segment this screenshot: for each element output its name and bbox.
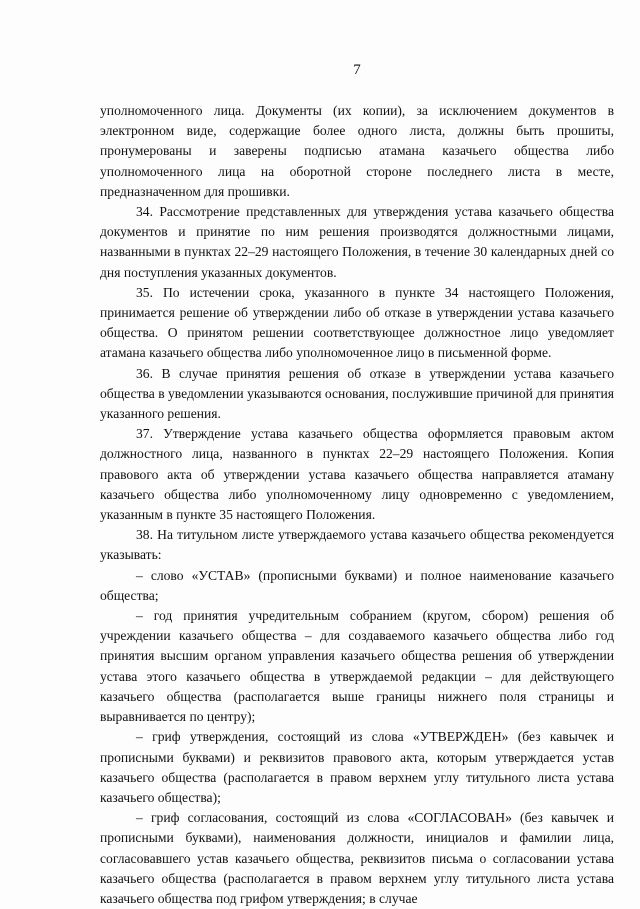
paragraph-37: 37. Утверждение устава казачьего общества оформляется правовым актом должностного лица, названного в пунктах 22–29 настоящего Положения. Копия правового акта об утверждении устава казачьего общества направляется атаману казачьего общества либо уполномоченному лицу одновременно с уведомлением, указанным в пункте 35 настоящего Положения. [100,426,614,523]
list-item-year: – год принятия учредительным собранием (кругом, сбором) решения об учреждении казачьего общества – для создаваемого казачьего общества либо год принятия высшим органом управления казачьего общества решения об утверждении устава этого казачьего общества в утверждаемой редакции – для действующего казачьего общества (располагается выше границы нижнего поля страницы и выравнивается по центру); [100,608,614,725]
paragraph-continuation: уполномоченного лица. Документы (их копии), за исключением документов в электронном виде, содержащие более одного листа, должны быть прошиты, пронумерованы и заверены подписью атамана казачьего общества либо уполномоченного лица на оборотной стороне последнего листа в месте, предназначенном для прошивки. [100,103,614,199]
paragraph-38: 38. На титульном листе утверждаемого устава казачьего общества рекомендуется указывать: [100,527,614,563]
list-item-approval-stamp: – гриф утверждения, состоящий из слова «УТВЕРЖДЕН» (без кавычек и прописными буквами) и реквизитов правового акта, которым утверждается устав казачьего общества (располагается в правом верхнем углу титульного листа устава казачьего общества); [100,729,614,805]
paragraph-34: 34. Рассмотрение представленных для утверждения устава казачьего общества документов и принятие по ним решения производятся должностными лицами, названными в пунктах 22–29 настоящего Положения, в течение 30 календарных дней со дня поступления указанных документов. [100,204,614,280]
paragraph-35: 35. По истечении срока, указанного в пункте 34 настоящего Положения, принимается решение об утверждении либо об отказе в утверждении устава казачьего общества. О принятом решении соответствующее должностное лицо уведомляет атамана казачьего общества либо уполномоченное лицо в письменной форме. [100,284,614,361]
list-item-agreement-stamp: – гриф согласования, состоящий из слова «СОГЛАСОВАН» (без кавычек и прописными буквами), наименования должности, инициалов и фамилии лица, согласовавшего устав казачьего общества, реквизитов письма о согласовании устава казачьего общества (располагается в правом верхнем углу титульного листа устава казачьего общества под грифом утверждения; в случае [100,810,614,906]
page-number: 7 [353,62,361,78]
list-item-ustav: – слово «УСТАВ» (прописными буквами) и полное наименование казачьего общества; [100,567,614,603]
paragraph-36: 36. В случае принятия решения об отказе в утверждении устава казачьего общества в уведомлении указываются основания, послужившие причиной для принятия указанного решения. [100,365,614,422]
